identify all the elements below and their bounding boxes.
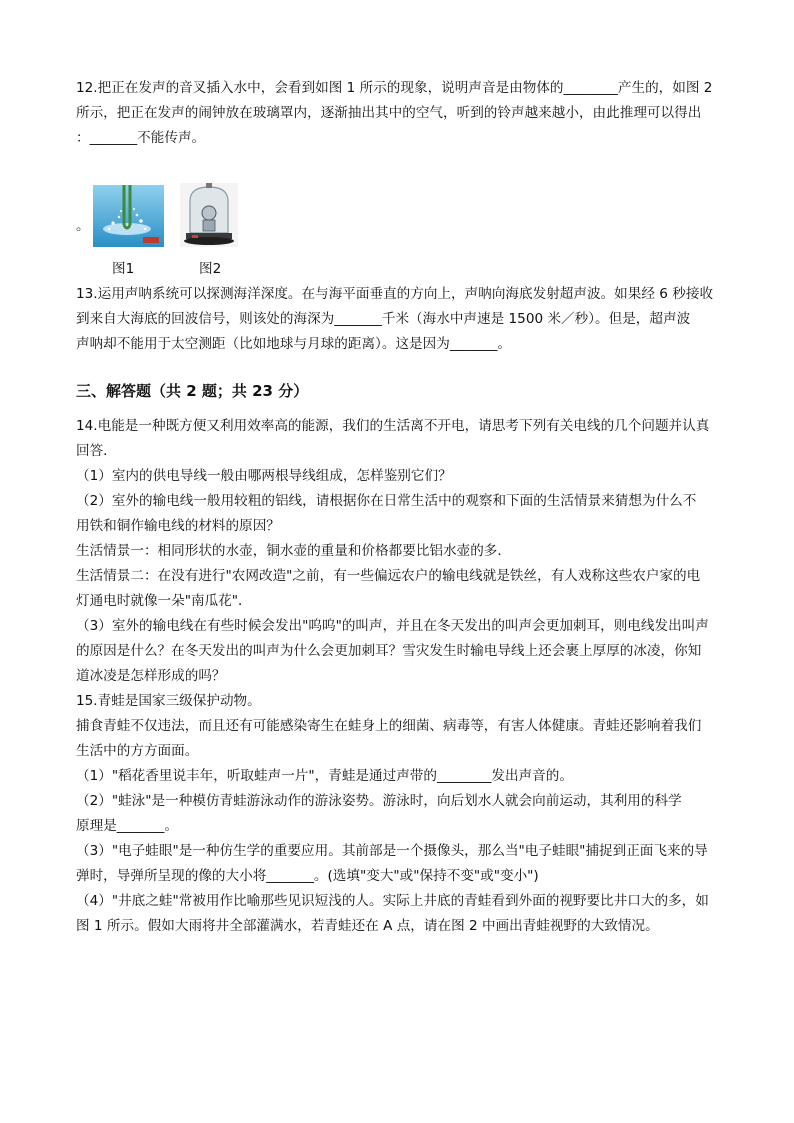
figure-2-clock-in-bell-jar (180, 183, 238, 247)
q14-line-2: 回答． (76, 443, 117, 459)
figure-2-caption: 图2 (199, 261, 222, 277)
q14-line-5: 用铁和铜作输电线的材料的原因？ (76, 518, 280, 534)
q12-line-3: ：_______不能传声。 (76, 130, 206, 146)
figure-1-caption: 图1 (112, 261, 135, 277)
q14-line-11: 道冰凌是怎样形成的吗？ (76, 668, 226, 684)
q14-line-10: 的原因是什么？在冬天发出的叫声为什么会更加刺耳？雪灾发生时输电导线上还会裹上厚厚的冰凌，你知 (76, 643, 702, 659)
q15-line-6: 原理是_______。 (76, 818, 178, 834)
q15-line-2: 捕食青蛙不仅违法，而且还有可能感染寄生在蛙身上的细菌、病毒等，有害人体健康。青蛙还影响着我们 (76, 718, 702, 734)
q14-line-9: （3）室外的输电线在有些时候会发出"呜呜"的叫声，并且在冬天发出的叫声会更加刺耳，则电线发出叫声 (76, 618, 709, 634)
q14-line-4: （2）室外的输电线一般用较粗的铝线，请根据你在日常生活中的观察和下面的生活情景来猜想为什么不 (76, 493, 697, 509)
q15-line-7: （3）"电子蛙眼"是一种仿生学的重要应用。其前部是一个摄像头，那么当"电子蛙眼"捕捉到正面飞来的导 (76, 843, 708, 859)
q14-line-7: 生活情景二：在没有进行"农网改造"之前，有一些偏远农户的输电线就是铁丝，有人戏称这些农户家的电 (76, 568, 701, 584)
q15-line-8: 弹时，导弹所呈现的像的大小将_______。(选填"变大"或"保持不变"或"变小") (76, 868, 539, 884)
q15-line-1: 15.青蛙是国家三级保护动物。 (76, 693, 261, 709)
q13-line-2: 到来自大海底的回波信号，则该处的海深为_______千米（海水中声速是 1500 米／秒）。但是，超声波 (76, 311, 691, 327)
q15-line-4: （1）"稻花香里说丰年，听取蛙声一片"，青蛙是通过声带的________发出声音的。 (76, 768, 573, 784)
q13-line-3: 声呐却不能用于太空测距（比如地球与月球的距离）。这是因为_______。 (76, 336, 511, 352)
q15-line-5: （2）"蛙泳"是一种模仿青蛙游泳动作的游泳姿势。游泳时，向后划水人就会向前运动，其利用的科学 (76, 793, 682, 809)
q15-line-10: 图 1 所示。假如大雨将井全部灌满水，若青蛙还在 A 点，请在图 2 中画出青蛙视野的大致情况。 (76, 918, 659, 934)
q14-line-8: 灯通电时就像一朵"南瓜花"． (76, 593, 252, 609)
figure-1-tuning-fork-in-water (93, 185, 164, 247)
q12-lead-mark: 。 (76, 218, 90, 234)
q14-line-6: 生活情景一：相同形状的水壶，铜水壶的重量和价格都要比铝水壶的多． (76, 543, 511, 559)
q14-line-1: 14.电能是一种既方便又利用效率高的能源，我们的生活离不开电，请思考下列有关电线的几个问题并认真 (76, 418, 710, 434)
q15-line-3: 生活中的方方面面。 (76, 743, 199, 759)
q15-line-9: （4）"井底之蛙"常被用作比喻那些见识短浅的人。实际上井底的青蛙看到外面的视野要比井口大的多，如 (76, 893, 709, 909)
q12-line-2: 所示，把正在发声的闹钟放在玻璃罩内，逐渐抽出其中的空气，听到的铃声越来越小，由此推理可以得出 (76, 105, 702, 121)
q13-line-1: 13.运用声呐系统可以探测海洋深度。在与海平面垂直的方向上，声呐向海底发射超声波。如果经 6 秒接收 (76, 286, 714, 302)
q12-line-1: 12.把正在发声的音叉插入水中，会看到如图 1 所示的现象，说明声音是由物体的________产生的，如图 2 (76, 80, 713, 96)
section-3-heading: 三、解答题（共 2 题；共 23 分） (76, 382, 309, 400)
q14-line-3: （1）室内的供电导线一般由哪两根导线组成，怎样鉴别它们？ (76, 468, 452, 484)
